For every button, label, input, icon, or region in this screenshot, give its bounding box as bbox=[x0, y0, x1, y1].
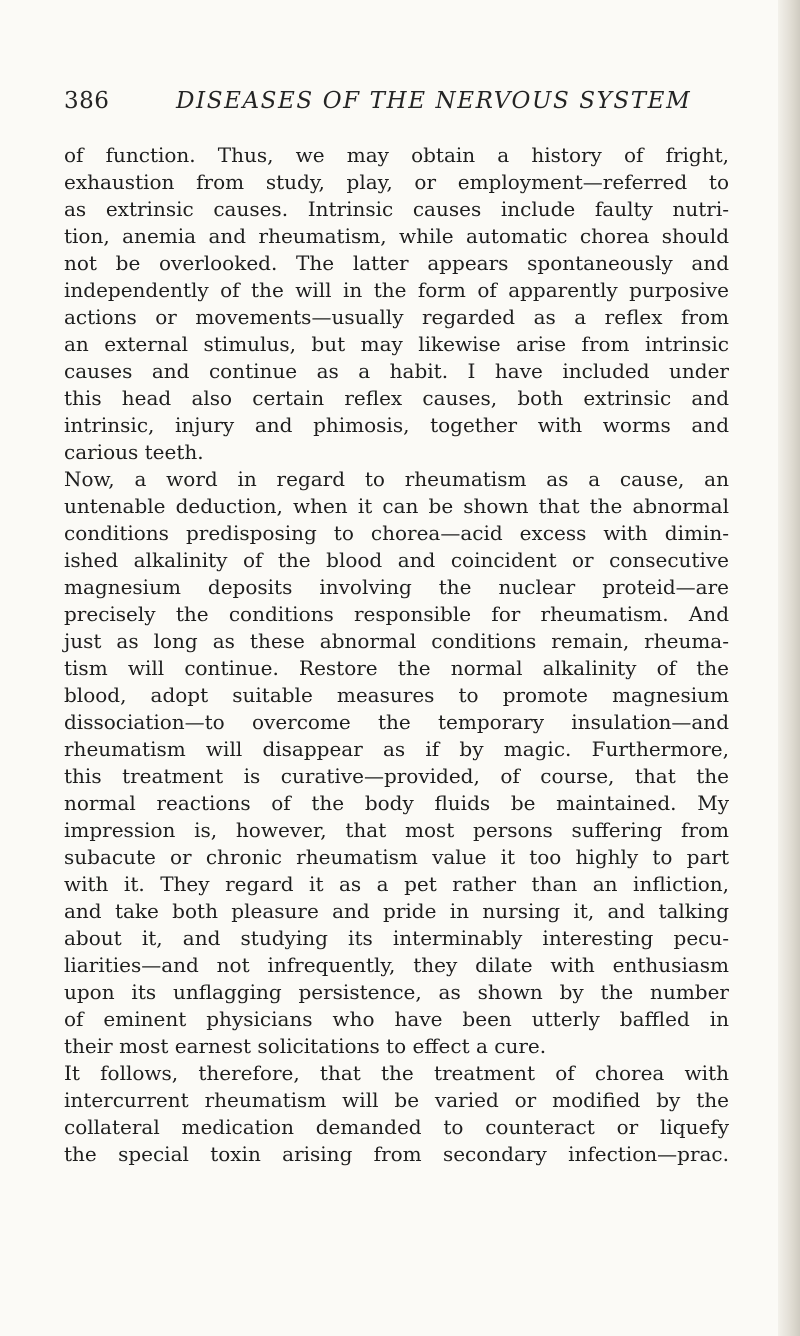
running-head bbox=[64, 88, 704, 128]
text-line: dissociation—to overcome the temporary insulation—and bbox=[64, 710, 729, 734]
text-line: It follows, therefore, that the treatment of chorea with bbox=[64, 1061, 729, 1085]
text-line: this treatment is curative—provided, of course, that the bbox=[64, 764, 729, 788]
text-line: just as long as these abnormal conditions remain, rheuma- bbox=[64, 629, 729, 653]
text-line: intercurrent rheumatism will be varied or modified by the bbox=[64, 1088, 729, 1112]
text-line: collateral medication demanded to counteract or liquefy bbox=[64, 1115, 729, 1139]
text-line: normal reactions of the body fluids be maintained. My bbox=[64, 791, 729, 815]
text-line: about it, and studying its interminably interesting pecu- bbox=[64, 926, 729, 950]
text-line: of eminent physicians who have been utterly baffled in bbox=[64, 1007, 729, 1031]
text-line: tism will continue. Restore the normal alkalinity of the bbox=[64, 656, 729, 680]
text-line: ished alkalinity of the blood and coincident or consecutive bbox=[64, 548, 729, 572]
running-title: DISEASES OF THE NERVOUS SYSTEM bbox=[176, 88, 692, 114]
text-line: not be overlooked. The latter appears spontaneously and bbox=[64, 251, 729, 275]
text-line: with it. They regard it as a pet rather than an infliction, bbox=[64, 872, 729, 896]
text-line: rheumatism will disappear as if by magic. Furthermore, bbox=[64, 737, 729, 761]
text-line: carious teeth. bbox=[64, 440, 204, 464]
text-line: of function. Thus, we may obtain a history of fright, bbox=[64, 143, 729, 167]
text-line: an external stimulus, but may likewise arise from intrinsic bbox=[64, 332, 729, 356]
page-number: 386 bbox=[64, 88, 110, 114]
text-line: liarities—and not infrequently, they dilate with enthusiasm bbox=[64, 953, 729, 977]
text-line: precisely the conditions responsible for rheumatism. And bbox=[64, 602, 729, 626]
text-line: intrinsic, injury and phimosis, together with worms and bbox=[64, 413, 729, 437]
text-line: their most earnest solicitations to effect a cure. bbox=[64, 1034, 547, 1058]
text-line: magnesium deposits involving the nuclear proteid—are bbox=[64, 575, 729, 599]
text-line: subacute or chronic rheumatism value it too highly to part bbox=[64, 845, 729, 869]
text-line: untenable deduction, when it can be shown that the abnormal bbox=[64, 494, 729, 518]
text-line: causes and continue as a habit. I have included under bbox=[64, 359, 729, 383]
text-line: the special toxin arising from secondary infection—prac. bbox=[64, 1142, 729, 1166]
text-line: tion, anemia and rheumatism, while automatic chorea should bbox=[64, 224, 729, 248]
text-line: this head also certain reflex causes, both extrinsic and bbox=[64, 386, 729, 410]
text-line: exhaustion from study, play, or employment—referred to bbox=[64, 170, 729, 194]
text-line: as extrinsic causes. Intrinsic causes include faulty nutri- bbox=[64, 197, 729, 221]
text-line: blood, adopt suitable measures to promote magnesium bbox=[64, 683, 729, 707]
text-line: impression is, however, that most persons suffering from bbox=[64, 818, 729, 842]
text-line: Now, a word in regard to rheumatism as a cause, an bbox=[64, 467, 729, 491]
page-edge-shadow bbox=[778, 0, 800, 1336]
text-line: conditions predisposing to chorea—acid excess with dimin- bbox=[64, 521, 729, 545]
text-line: actions or movements—usually regarded as a reflex from bbox=[64, 305, 729, 329]
text-line: upon its unflagging persistence, as shown by the number bbox=[64, 980, 729, 1004]
body-text bbox=[64, 142, 729, 1168]
text-line: and take both pleasure and pride in nursing it, and talking bbox=[64, 899, 729, 923]
text-line: independently of the will in the form of apparently purposive bbox=[64, 278, 729, 302]
